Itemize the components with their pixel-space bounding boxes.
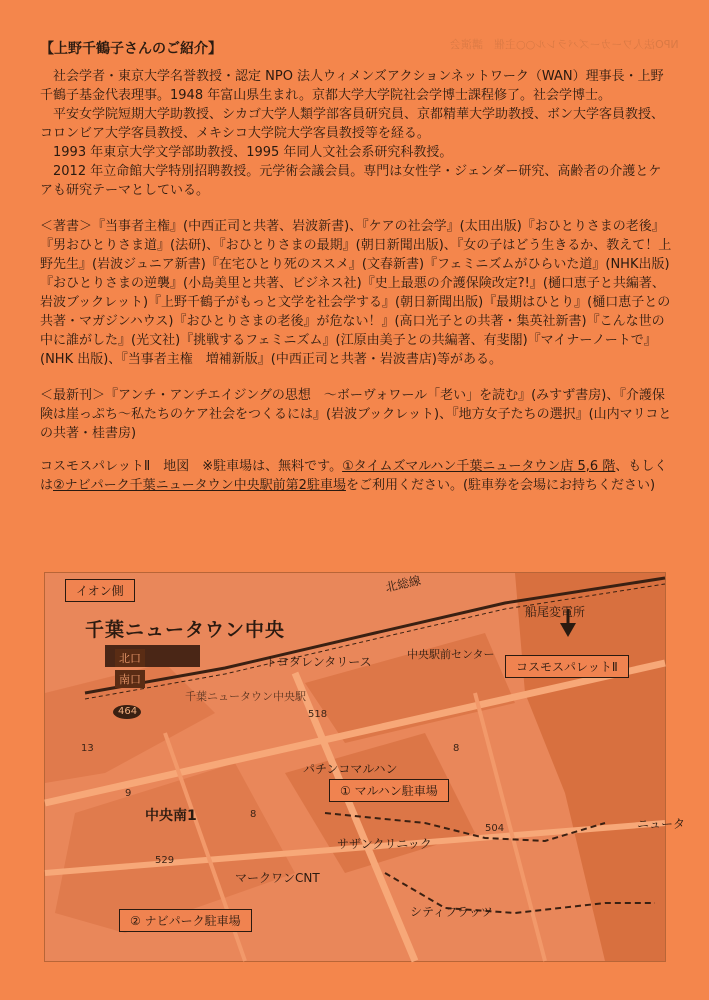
map-note-suffix: をご利用ください。(駐車券を会場にお持ちください): [345, 478, 656, 493]
southern-clinic-label: サザンクリニック: [337, 837, 432, 851]
hokuso-line-label: 北総線: [384, 573, 423, 595]
map-note-middle: 、もしくは: [40, 459, 668, 493]
latest-section: [40, 386, 672, 443]
profile-paragraph: 社会学者・東京大学名誉教授・認定 NPO 法人ウィメンズアクションネットワーク（WAN）理事長・上野千鶴子基金代表理事。1948 年富山県生まれ。京都大学大学院社会学博士課程修了。社会学博士。: [40, 69, 664, 103]
books-text: ＜著書＞『当事者主権』(中西正司と共著、岩波新書)、『ケアの社会学』(太田出版)『おひとりさまの老後』『男おひとりさま道』(法研)、『おひとりさまの最期』(朝日新聞出版)、『女の子はどう生きるか、教えて！上野先生』(岩波ジュニア新書)『在宅ひとり死のススメ』(文春新書)『フェミニズムがひらいた道』(NHK出版)『おひとりさまの逆襲』(小島美里と共著、ビジネス社)『史上最悪の介護保険改定?!』(樋口恵子と共編著、岩波ブックレット)『上野千鶴子がもっと文学を社会学する』(朝日新聞出版)『最期はひとり』(樋口恵子との共著・マガジンハウス)『おひとりさまの老後』が危ない！』(高口光子との共著・集英社新書)『こんな世の中に誰がした』(光文社)『挑戦するフェミニズム』(江原由美子との共編著、有斐閣)『マイナーノートで』(NHK 出版)、『当事者主権 増補新版』(中西正司と共著・岩波書店)等がある。: [40, 219, 672, 367]
profile-paragraph: 2012 年立命館大学特別招聘教授。元学術会議会員。専門は女性学・ジェンダー研究、高齢者の介護とケアも研究テーマとしている。: [40, 164, 662, 198]
route-464-label: 464: [118, 706, 138, 717]
north-exit-label: 北口: [115, 649, 145, 667]
latest-text: ＜最新刊＞『アンチ・アンチエイジングの思想 ～ボーヴォワール「老い」を読む』(みすず書房)、『介護保険は崖っぷち～私たちのケア社会をつくるには』(岩波ブックレット)、『地方女子たちの選択』(山内マリコとの共著・桂書房): [40, 388, 672, 441]
map-note-prefix: コスモスパレットⅡ 地図 ※駐車場は、無料です。: [40, 459, 343, 474]
block-number: 9: [125, 788, 132, 799]
block-number: 8: [453, 743, 460, 754]
map-note: [40, 457, 672, 495]
profile-paragraph: 平安女学院短期大学助教授、シカゴ大学人類学部客員研究員、京都精華大学助教授、ボン大学客員教授、コロンビア大学客員教授、メキシコ大学院大学客員教授等を経る。: [40, 107, 665, 141]
toyota-label: トヨタレンタリース: [265, 655, 372, 669]
cosmos-palette-label: コスモスパレットⅡ: [505, 655, 629, 678]
parking1-name: ①タイムズマルハン千葉ニュータウン店 5,6 階: [342, 459, 616, 474]
station-name-label: 千葉ニュータウン中央: [85, 619, 286, 641]
bleed-through-text: NPO法人ワーカーズパラレル○○主催 講演会: [450, 38, 679, 51]
south-exit-label: 南口: [115, 670, 145, 688]
parking1-map-label: ① マルハン駐車場: [329, 779, 449, 802]
markun-label: マークワンCNT: [235, 871, 320, 885]
profile-paragraph: 1993 年東京大学文学部助教授、1995 年同人文社会系研究科教授。: [53, 145, 453, 160]
park-area: [515, 573, 665, 961]
block-number: 8: [250, 809, 257, 820]
station-small-label: 千葉ニュータウン中央駅: [185, 690, 306, 703]
aeon-side-label: イオン側: [65, 579, 135, 602]
newtown-label: ニュータ: [637, 817, 686, 831]
block-number: 13: [81, 743, 94, 754]
chuo-minami-label: 中央南1: [145, 808, 197, 824]
route-504-label: 504: [485, 823, 505, 834]
parking2-name: ②ナビパーク千葉ニュータウン中央駅前第2駐車場: [53, 478, 346, 493]
route-518-label: 518: [308, 709, 328, 720]
parking2-map-label: ② ナビパーク駐車場: [119, 909, 252, 932]
city-block: [55, 763, 295, 933]
profile-title: 【上野千鶴子さんのご紹介】: [40, 41, 222, 57]
chuo-center-label: 中央駅前センター: [407, 648, 495, 661]
block-number: 529: [155, 855, 175, 866]
access-map: [44, 572, 686, 962]
profile-content: [40, 40, 672, 495]
city-flats-label: シティフラッツ: [410, 905, 493, 919]
pachinko-label: パチンコマルハン: [303, 762, 398, 776]
books-section: [40, 217, 672, 369]
funao-substation-label: 船尾変電所: [525, 605, 586, 619]
